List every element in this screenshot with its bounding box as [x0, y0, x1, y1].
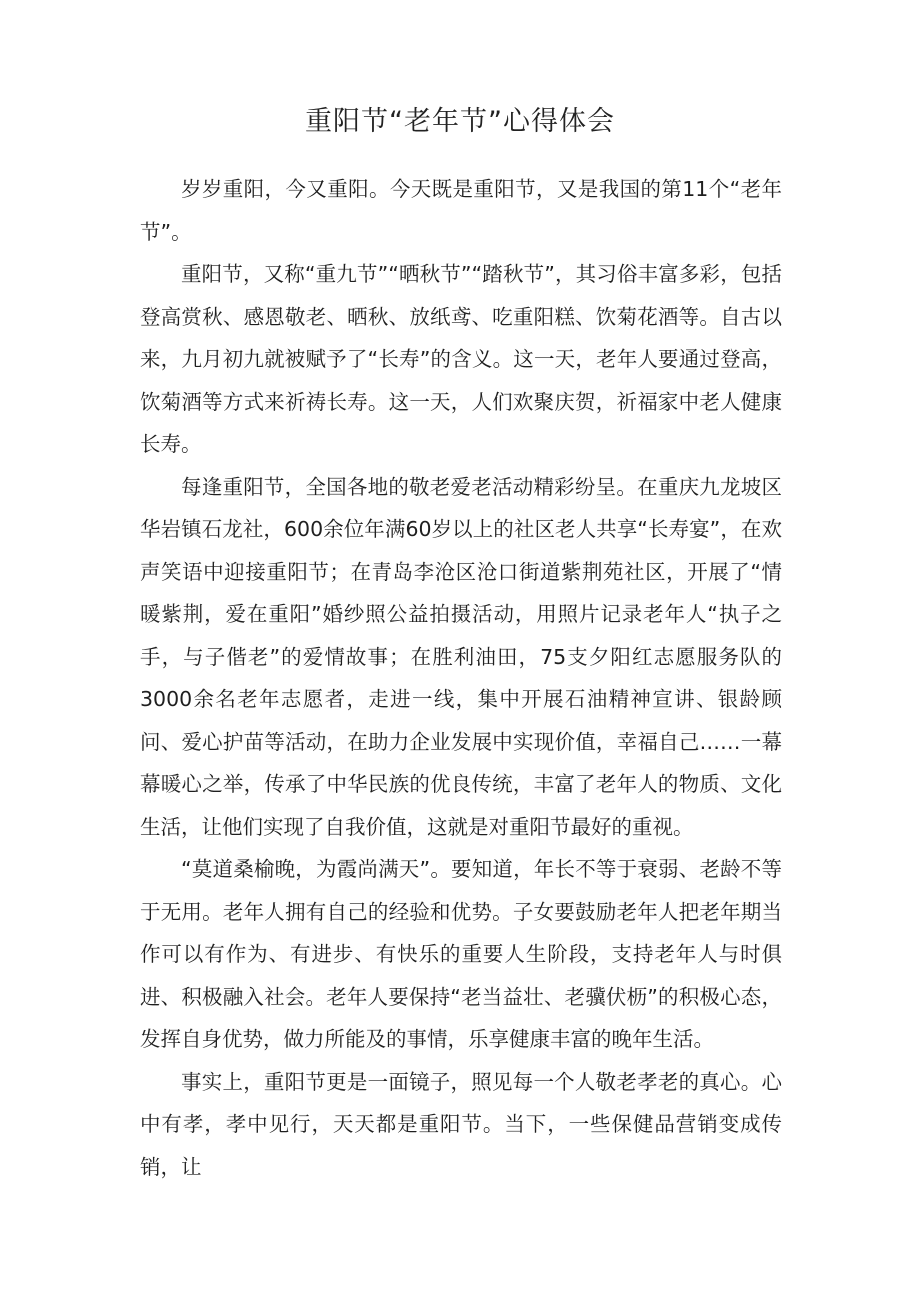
paragraph-3: 每逢重阳节，全国各地的敬老爱老活动精彩纷呈。在重庆九龙坡区华岩镇石龙社，600余位年满60岁以上的社区老人共享“长寿宴”，在欢声笑语中迎接重阳节；在青岛李沧区沧口街道紫荆苑社区，开展了“情暖紫荆，爱在重阳”婚纱照公益拍摄活动，用照片记录老年人“执子之手，与子偕老”的爱情故事；在胜利油田，75支夕阳红志愿服务队的3000余名老年志愿者，走进一线，集中开展石油精神宣讲、银龄顾问、爱心护苗等活动，在助力企业发展中实现价值，幸福自己……一幕幕暖心之举，传承了中华民族的优良传统，丰富了老年人的物质、文化生活，让他们实现了自我价值，这就是对重阳节最好的重视。 [140, 474, 782, 839]
paragraph-2: 重阳节，又称“重九节”“晒秋节”“踏秋节”，其习俗丰富多彩，包括登高赏秋、感恩敬老、晒秋、放纸鸢、吃重阳糕、饮菊花酒等。自古以来，九月初九就被赋予了“长寿”的含义。这一天，老年人要通过登高，饮菊酒等方式来祈祷长寿。这一天，人们欢聚庆贺，祈福家中老人健康长寿。 [140, 262, 782, 456]
paragraph-1: 岁岁重阳，今又重阳。今天既是重阳节，又是我国的第11个“老年节”。 [140, 177, 782, 244]
paragraph-5: 事实上，重阳节更是一面镜子，照见每一个人敬老孝老的真心。心中有孝，孝中见行，天天都是重阳节。当下，一些保健品营销变成传销，让 [140, 1069, 782, 1179]
document-body [140, 168, 782, 1188]
document-title: 重阳节“老年节”心得体会 [305, 106, 615, 137]
paragraph-4: “莫道桑榆晚，为霞尚满天”。要知道，年长不等于衰弱、老龄不等于无用。老年人拥有自己的经验和优势。子女要鼓励老年人把老年期当作可以有作为、有进步、有快乐的重要人生阶段，支持老年人与时俱进、积极融入社会。老年人要保持“老当益壮、老骥伏枥”的积极心态，发挥自身优势，做力所能及的事情，乐享健康丰富的晚年生活。 [140, 857, 782, 1051]
